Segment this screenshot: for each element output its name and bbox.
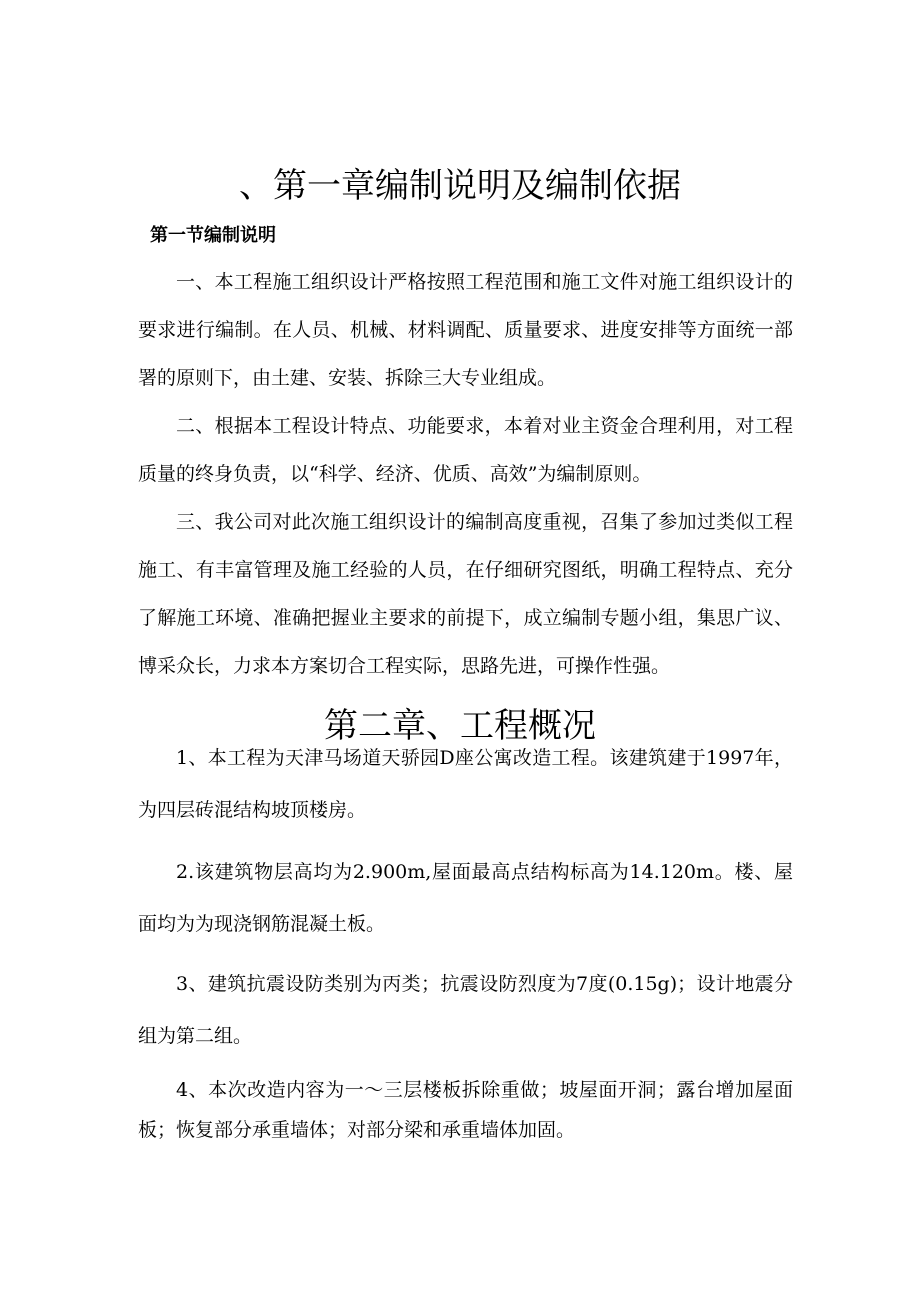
chapter-2-paragraph-2: 2.该建筑物层高均为2.900m,屋面最高点结构标高为14.120m。楼、屋面均为为现浇钢筋混凝土板。 [138, 861, 793, 935]
chapter-1-title: 、第一章编制说明及编制依据 [239, 166, 681, 206]
chapter-2-paragraph-3: 3、建筑抗震设防类别为丙类；抗震设防烈度为7度(0.15g)；设计地震分组为第二组。 [138, 973, 793, 1047]
chapter-1-paragraph-1: 一、本工程施工组织设计严格按照工程范围和施工文件对施工组织设计的要求进行编制。在人员、机械、材料调配、质量要求、进度安排等方面统一部署的原则下，由土建、安装、拆除三大专业组成。 [138, 271, 793, 389]
chapter-2-paragraph-4: 4、本次改造内容为一～三层楼板拆除重做；坡屋面开洞；露台增加屋面板；恢复部分承重墙体；对部分梁和承重墙体加固。 [138, 1079, 793, 1141]
section-1-title: 第一节编制说明 [150, 225, 276, 246]
chapter-1-paragraph-3: 三、我公司对此次施工组织设计的编制高度重视，召集了参加过类似工程施工、有丰富管理及施工经验的人员，在仔细研究图纸，明确工程特点、充分了解施工环境、准确把握业主要求的前提下，成立编制专题小组，集思广议、博采众长，力求本方案切合工程实际，思路先进，可操作性强。 [138, 511, 793, 677]
chapter-1-paragraph-2: 二、根据本工程设计特点、功能要求，本着对业主资金合理利用，对工程质量的终身负责，以“科学、经济、优质、高效”为编制原则。 [138, 415, 793, 485]
chapter-2-paragraph-1: 1、本工程为天津马场道天骄园D座公寓改造工程。该建筑建于1997年，为四层砖混结构坡顶楼房。 [138, 747, 793, 821]
chapter-2-title: 第二章、工程概况 [324, 706, 596, 746]
